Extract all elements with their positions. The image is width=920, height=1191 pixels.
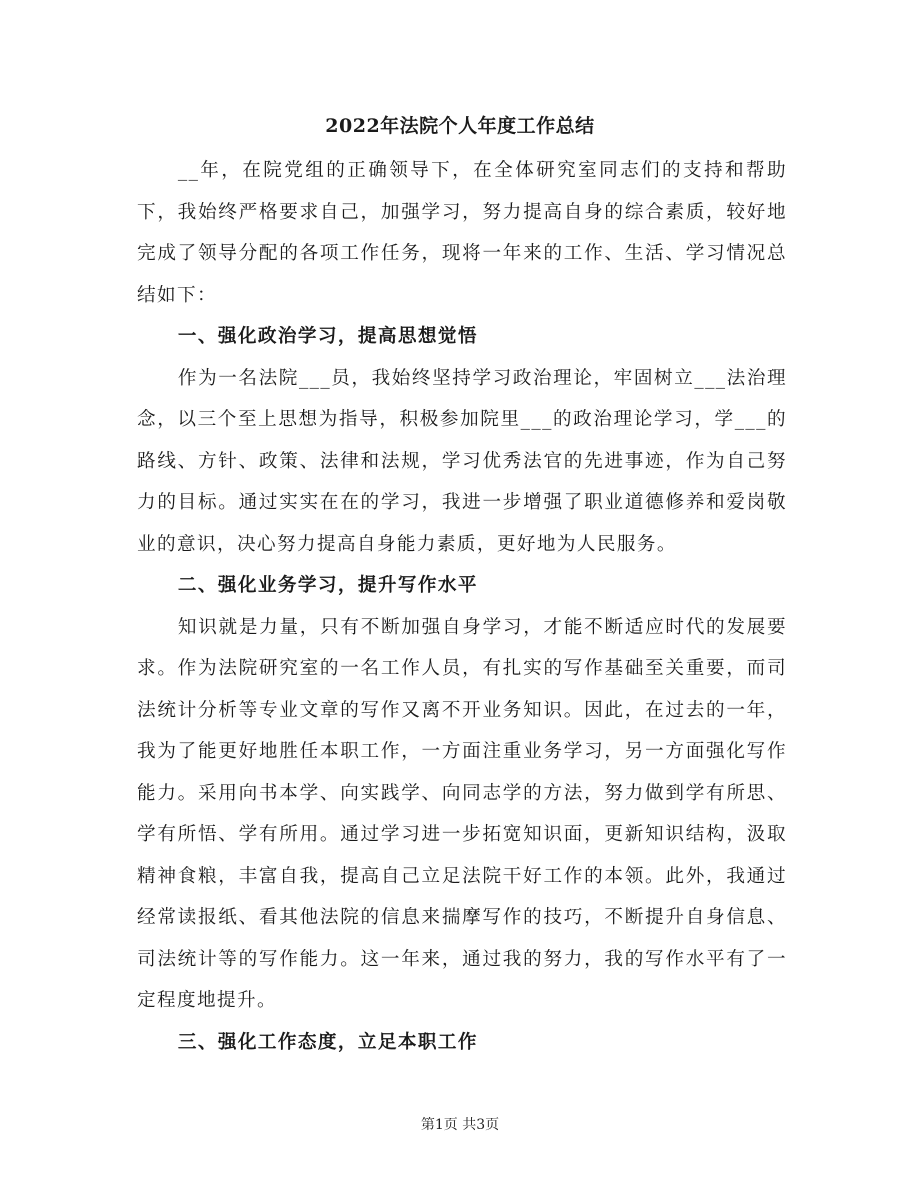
section-2-paragraph: 知识就是力量，只有不断加强自身学习，才能不断适应时代的发展要求。作为法院研究室的一名工作人员，有扎实的写作基础至关重要，而司法统计分析等专业文章的写作又离不开业务知识。因此，在过去的一年，我为了能更好地胜任本职工作，一方面注重业务学习，另一方面强化写作能力。采用向书本学、向实践学、向同志学的方法，努力做到学有所思、学有所悟、学有所用。通过学习进一步拓宽知识面，更新知识结构，汲取精神食粮，丰富自我，提高自己立足法院干好工作的本领。此外，我通过经常读报纸、看其他法院的信息来揣摩写作的技巧，不断提升自身信息、司法统计等的写作能力。这一年来，通过我的努力，我的写作水平有了一定程度地提升。 xyxy=(137,616,787,1011)
section-1-paragraph: 作为一名法院___员，我始终坚持学习政治理论，牢固树立___法治理念，以三个至上思想为指导，积极参加院里___的政治理论学习，学___的路线、方针、政策、法律和法规，学习优秀法官的先进事迹，作为自己努力的目标。通过实实在在的学习，我进一步增强了职业道德修养和爱岗敬业的意识，决心努力提高自身能力素质，更好地为人民服务。 xyxy=(137,367,787,555)
section-heading-3: 三、强化工作态度，立足本职工作 xyxy=(177,1031,478,1053)
document-title: 2022年法院个人年度工作总结 xyxy=(325,115,595,137)
section-heading-2: 二、强化业务学习，提升写作水平 xyxy=(177,575,478,596)
document-body xyxy=(137,150,787,1063)
page-footer: 第1页 共3页 xyxy=(420,1117,500,1133)
intro-paragraph: __年，在院党组的正确领导下，在全体研究室同志们的支持和帮助下，我始终严格要求自己，加强学习，努力提高自身的综合素质，较好地完成了领导分配的各项工作任务，现将一年来的工作、生活、学习情况总结如下： xyxy=(137,160,787,306)
section-heading-1: 一、强化政治学习，提高思想觉悟 xyxy=(177,326,478,347)
